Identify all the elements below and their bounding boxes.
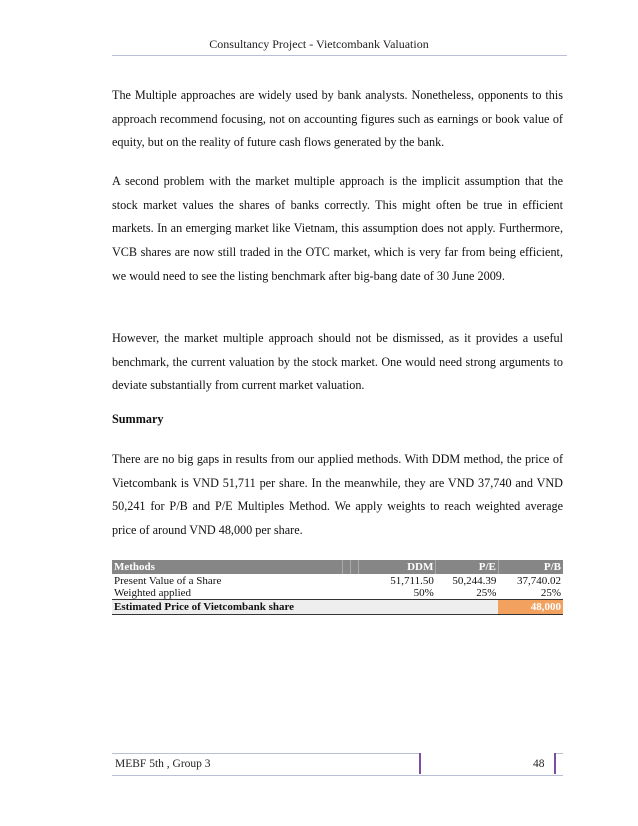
valuation-table xyxy=(112,560,563,615)
header-methods: Methods xyxy=(112,560,342,575)
header-rule xyxy=(112,55,567,56)
header-pe: P/E xyxy=(436,560,499,575)
table-header-row xyxy=(112,560,563,575)
footer-group-label: MEBF 5th , Group 3 xyxy=(115,758,211,770)
cell-pb: 25% xyxy=(540,587,561,599)
paragraph-3: However, the market multiple approach should not be dismissed, as it provides a useful benchmark, the current valuation by the stock market. One would need strong arguments to deviate substantially from current market valuation. xyxy=(112,331,563,393)
cell-pe: 50,244.39 xyxy=(452,575,497,587)
cell-ddm: 51,711.50 xyxy=(390,575,434,587)
summary-paragraph: There are no big gaps in results from our applied methods. With DDM method, the price of Vietcombank is VND 51,711 per share. In the meanwhile, they are VND 37,740 and VND 50,241 for P/B and P/E Multiples Method. We apply weights to reach weighted average price of around VND 48,000 per share. xyxy=(112,452,563,538)
header-pb: P/B xyxy=(498,560,563,575)
header-ddm: DDM xyxy=(358,560,436,575)
estimated-price-row xyxy=(112,600,563,615)
table-row xyxy=(112,587,563,600)
table-row xyxy=(112,575,563,588)
row-label: Weighted applied xyxy=(114,587,192,599)
paragraph-1: The Multiple approaches are widely used by bank analysts. Nonetheless, opponents to this approach recommend focusing, not on accounting figures such as earnings or book value of equity, but on the reality of future cash flows generated by the bank. xyxy=(112,88,563,150)
cell-ddm: 50% xyxy=(413,587,434,599)
paragraph-2: A second problem with the market multiple approach is the implicit assumption that the stock market values the shares of banks correctly. This might often be true in efficient markets. In an emerging market like Vietnam, this assumption does not apply. Furthermore, VCB shares are now still traded in the OTC market, which is very far from being efficient, we would need to see the listing benchmark after big-bang date of 30 June 2009. xyxy=(112,174,563,283)
cell-pb: 37,740.02 xyxy=(517,575,561,587)
summary-heading: Summary xyxy=(112,412,164,426)
estimated-price-value: 48,000 xyxy=(498,600,563,615)
estimated-price-label: Estimated Price of Vietcombank share xyxy=(112,600,498,615)
cell-pe: 25% xyxy=(476,587,497,599)
page-number: 48 xyxy=(533,758,545,770)
row-label: Present Value of a Share xyxy=(114,575,222,587)
page-header-title: Consultancy Project - Vietcombank Valuation xyxy=(209,37,429,51)
